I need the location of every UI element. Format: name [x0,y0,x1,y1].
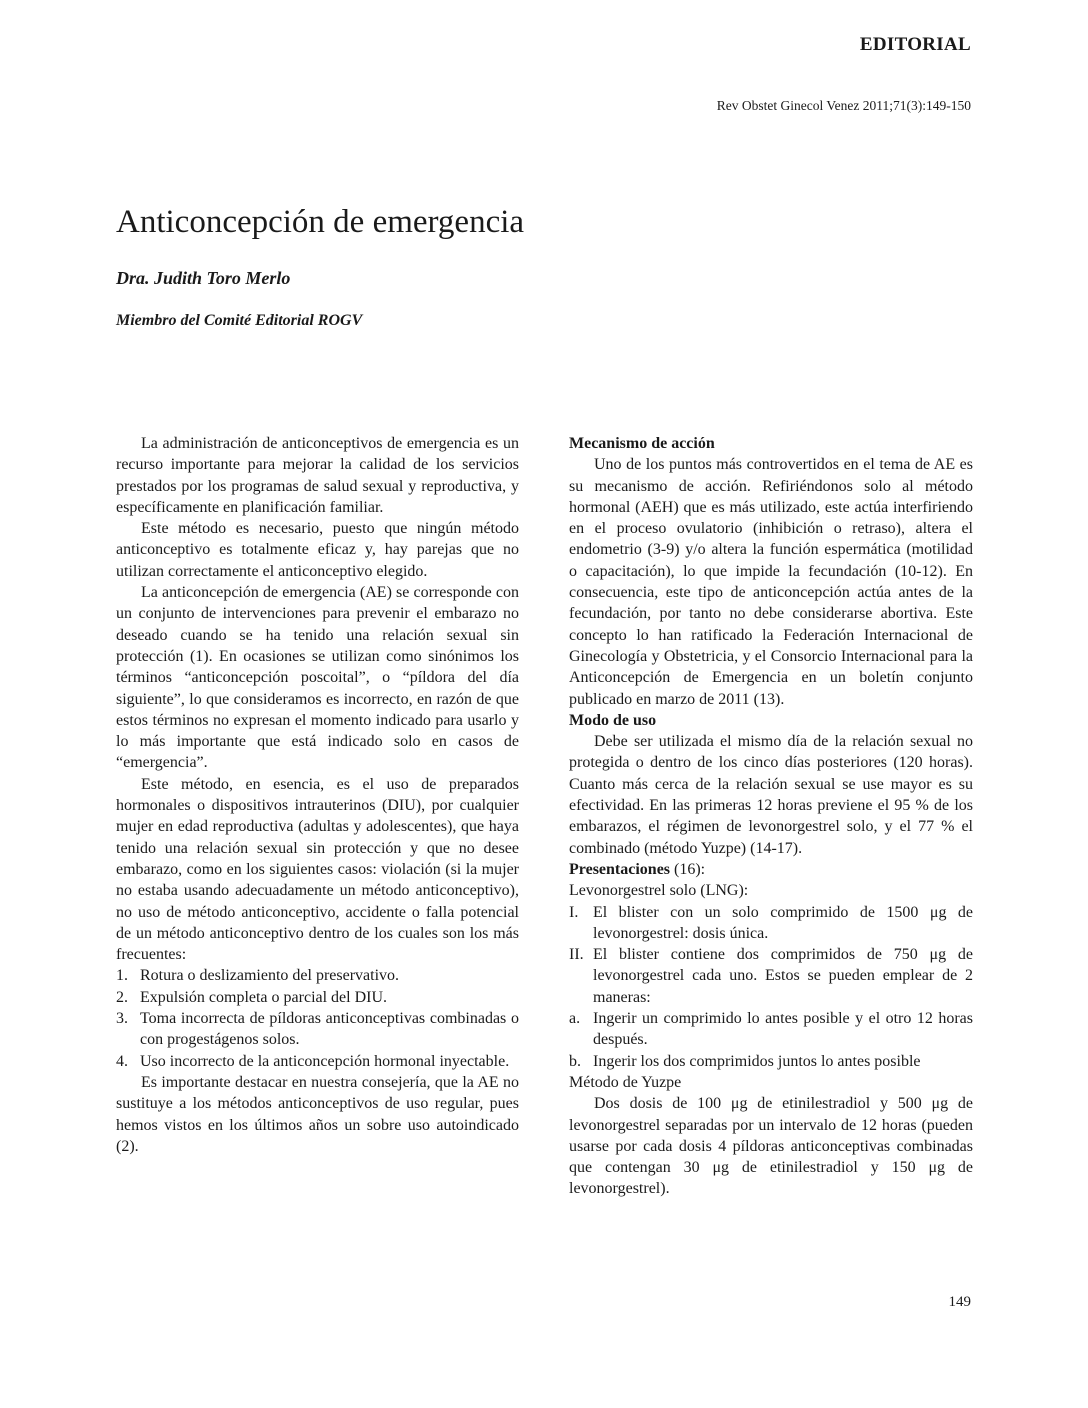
list-item [116,1008,519,1051]
alpha-list [569,1008,973,1072]
journal-citation: Rev Obstet Ginecol Venez 2011;71(3):149-150 [716,98,971,113]
list-item-text: Rotura o deslizamiento del preservativo. [140,967,400,985]
page-number: 149 [948,1294,971,1310]
list-marker: I. [569,903,579,921]
list-item-text: El blister contiene dos comprimidos de 750 μg de levonorgestrel cada uno. Estos se pueden emplear de 2 maneras: [593,946,973,1006]
list-item-text: Uso incorrecto de la anticoncepción hormonal inyectable. [140,1052,510,1070]
paragraph: Debe ser utilizada el mismo día de la relación sexual no protegida o dentro de los cinco días posteriores (120 horas). Cuanto más cerca de la relación sexual se use mayor es su efectividad. En las primeras 12 horas previene el 95 % de los embarazos, el régimen de levonorgestrel solo, y el 77 % el combinado (método Yuzpe) (14-17). [569,733,973,857]
subheading-lng: Levonorgestrel solo (LNG): [569,882,749,900]
left-column [116,433,519,1157]
list-item-text: El blister con un solo comprimido de 1500 μg de levonorgestrel: dosis única. [593,903,973,942]
list-item [569,1008,973,1051]
heading-text: Presentaciones [569,860,671,878]
list-marker: a. [569,1010,581,1028]
list-item-text: Toma incorrecta de píldoras anticonceptivas combinadas o con progestágenos solos. [140,1010,519,1049]
right-column [569,433,973,1200]
section-heading-mecanismo: Mecanismo de acción [569,435,715,452]
numbered-list [116,965,519,1071]
list-item-text: Expulsión completa o parcial del DIU. [140,988,388,1006]
paragraph: Este método, en esencia, es el uso de preparados hormonales o dispositivos intrauterinos (DIU), por cualquier mujer en edad reproductiva (adultas y adolescentes), que haya tenido una relación sexual sin protección y que no desee embarazo, como en los siguientes casos: violación (si la mujer no estaba usando adecuadamente un método anticonceptivo), no uso de método anticonceptivo, accidente o falla potencial de un método anticonceptivo dentro de los cuales son los más frecuentes: [116,775,519,964]
list-item-text: Ingerir los dos comprimidos juntos lo antes posible [593,1052,921,1070]
list-item [116,1051,519,1072]
list-marker: 2. [116,988,128,1006]
list-item [116,987,519,1008]
paragraph: Dos dosis de 100 μg de etinilestradiol y 500 μg de levonorgestrel separadas por un intervalo de 12 horas (pueden usarse por cada dosis 4 píldoras anticonceptivas combinadas que contengan 30 μg de etinilestradiol y 150 μg de levonorgestrel). [569,1095,973,1198]
section-heading-presentaciones [569,859,973,880]
article-title: Anticoncepción de emergencia [116,204,525,240]
list-marker: 3. [116,1010,128,1028]
paragraph: La administración de anticonceptivos de emergencia es un recurso importante para mejorar la calidad de los servicios prestados por los programas de salud sexual y reproductiva, y específicamente en planificación familiar. [116,435,519,516]
list-item [116,965,519,986]
author-affiliation: Miembro del Comité Editorial ROGV [116,312,363,329]
roman-list [569,902,973,1008]
section-heading-modo-de-uso: Modo de uso [569,711,657,729]
heading-reference: (16): [670,860,706,878]
list-marker: 1. [116,967,128,985]
author-name: Dra. Judith Toro Merlo [116,268,291,288]
list-marker: II. [569,946,584,964]
list-item [569,1051,973,1072]
list-item [569,944,973,1008]
paragraph: Este método es necesario, puesto que ningún método anticonceptivo es totalmente eficaz y, hay parejas que no utilizan correctamente el anticonceptivo elegido. [116,520,519,580]
list-marker: 4. [116,1052,128,1070]
paragraph: Es importante destacar en nuestra consejería, que la AE no sustituye a los métodos anticonceptivos de uso regular, pues hemos vistos en los últimos años un sobre uso autoindicado (2). [116,1073,519,1155]
paragraph: La anticoncepción de emergencia (AE) se corresponde con un conjunto de intervenciones para prevenir el embarazo no deseado cuando se ha tenido una relación sexual sin protección (1). En ocasiones se utilizan como sinónimos los términos “anticoncepción poscoital”, o “píldora del día siguiente”, lo que consideramos es incorrecto, en razón de que estos términos no expresan el momento indicado para usarlo y lo más importante que está indicado solo en casos de “emergencia”. [116,584,519,772]
paragraph: Uno de los puntos más controvertidos en el tema de AE es su mecanismo de acción. Refiriéndonos solo al método hormonal (AEH) que es más utilizado, este actúa interfiriendo en el proceso ovulatorio (inhibición o retraso), altera el endometrio (3-9) y/o altera la función espermática (motilidad o capacitación), lo que impide la fecundación (10-12). En consecuencia, este tipo de anticoncepción actúa antes de la fecundación, por tanto no debe considerarse abortiva. Este concepto lo han ratificado la Federación Internacional de Ginecología y Obstetricia, y el Consorcio Internacional para la Anticoncepción de Emergencia en un boletín conjunto publicado en marzo de 2011 (13). [569,456,973,708]
list-marker: b. [569,1052,581,1070]
subheading-yuzpe: Método de Yuzpe [569,1073,682,1091]
list-item-text: Ingerir un comprimido lo antes posible y el otro 12 horas después. [593,1010,973,1049]
list-item [569,902,973,945]
section-label: EDITORIAL [859,34,971,55]
